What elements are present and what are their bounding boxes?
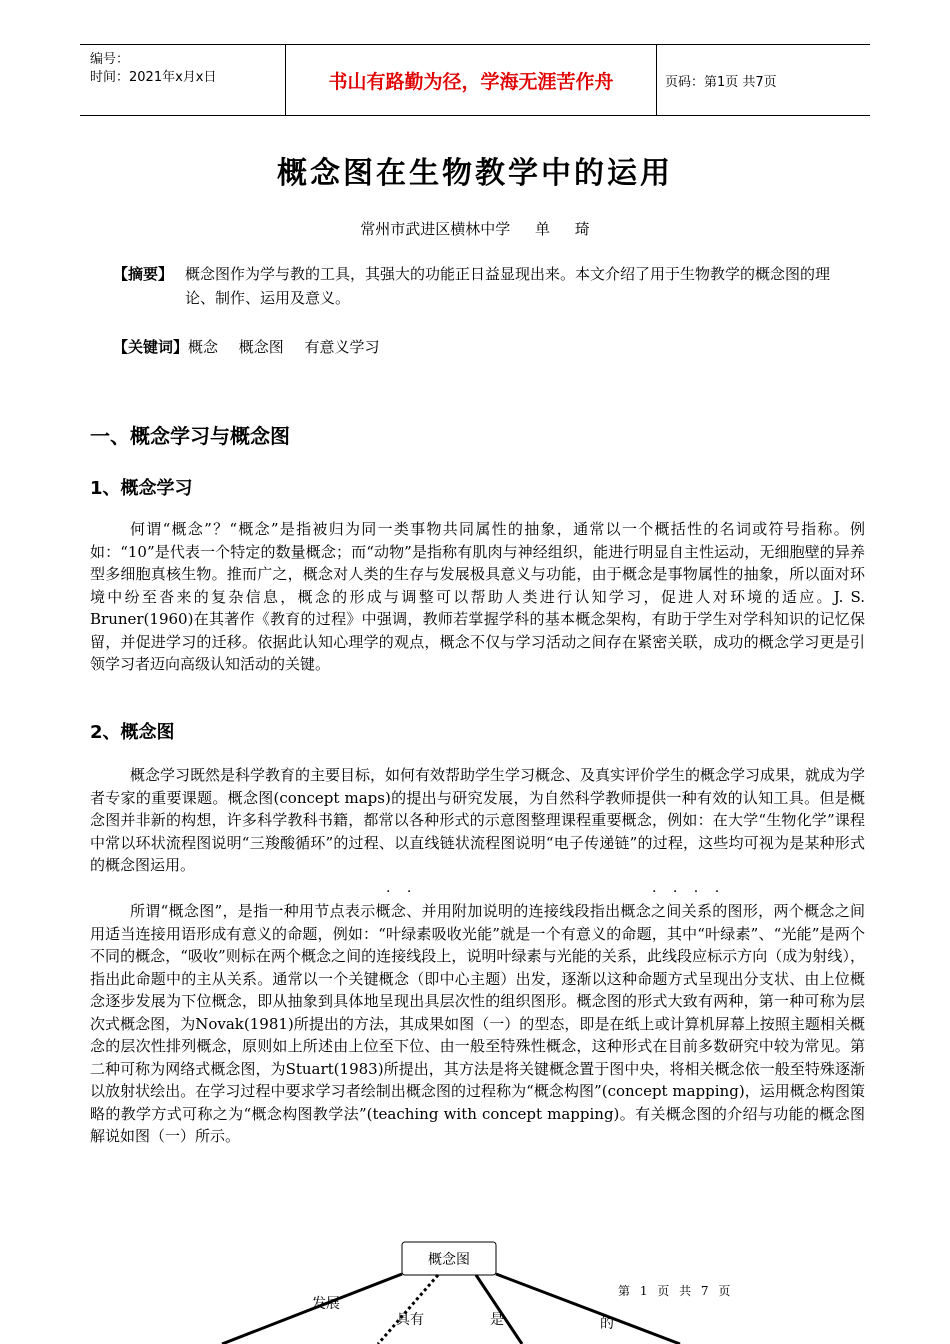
abstract-label: 【摘要】 (113, 265, 174, 283)
diagram-label-develop: 发展 (312, 1296, 340, 1312)
page-header (80, 44, 870, 116)
paragraph-concept-map-2: 所谓“概念图”，是指一种用节点表示概念、并用附加说明的连接线段指出概念之间关系的图形，两个概念之间用适当连接用语形成有意义的命题，例如：“叶绿素吸收光能”就是一个有意义的命题，其中“叶绿素”、“光能”是两个不同的概念，“吸收”则标在两个概念之间的连接线段上，说明叶绿素与光能的关系，此线段应标示方向（成为射线），指出此命题中的主从关系。通常以一个关键概念（即中心主题）出发，逐渐以这种命题方式呈现出分支状、由上位概念逐步发展为下位概念，即从抽象到具体地呈现出具层次性的组织图形。概念图的形式大致有两种，第一种可称为层次式概念图，为Novak(1981)所提出的方法，其成果如图（一）的型态，即是在纸上或计算机屏幕上按照主题相关概念的层次性排列概念，原则如上所述由上位至下位、由一般至特殊性概念，这种形式在目前多数研究中较为常见。第二种可称为网络式概念图，为Stuart(1983)所提出，其方法是将关键概念置于图中央，将相关概念依一般至特殊逐渐以放射状绘出。在学习过程中要求学习者绘制出概念图的过程称为“概念构图”(concept mapping)，运用概念构图策略的教学方式可称之为“概念构图教学法”(teaching with concept mapping)。有关概念图的介绍与功能的概念图解说如图（一）所示。 (90, 902, 865, 1145)
author-line: 常州市武进区横林中学 单 琦 (360, 220, 590, 238)
abstract-text: 概念图作为学与教的工具，其强大的功能正日益显现出来。本文介绍了用于生物教学的概念图的理论、制作、运用及意义。 (185, 265, 831, 307)
diagram-label-have: 具有 (396, 1312, 424, 1328)
diagram-branch-is (476, 1275, 522, 1344)
concept-map-diagram (0, 1230, 950, 1344)
diagram-label-of: 的 (600, 1316, 614, 1332)
paragraph-concept-map-1: 概念学习既然是科学教育的主要目标，如何有效帮助学生学习概念、及真实评价学生的概念学习成果，就成为学者专家的重要课题。概念图(concept maps)的提出与研究发展，为自然科学教师提供一种有效的认知工具。但是概念图并非新的构想，许多科学教科书籍，都常以各种形式的示意图整理课程重要概念，例如：在大学“生物化学”课程中常以环状流程图说明“三羧酸循环”的过程、以直线链状流程图说明“电子传递链”的过程，这些均可视为是某种形式的概念图运用。 (90, 766, 866, 874)
header-page-info: 页码：第1页 共7页 (665, 74, 777, 90)
paragraph-concept-learning: 何谓“概念”？“概念”是指被归为同一类事物共同属性的抽象，通常以一个概括性的名词或符号指称。例如：“10”是代表一个特定的数量概念；而“动物”是指称有肌肉与神经组织，能进行明显自主性运动，无细胞壁的异养型多细胞真核生物。推而广之，概念对人类的生存与发展极具意义与功能，由于概念是事物属性的抽象，所以面对环境中纷至沓来的复杂信息，概念的形成与调整可以帮助人类进行认知学习，促进人对环境的适应。J. S. Bruner(1960)在其著作《教育的过程》中强调，教师若掌握学科的基本概念架构，有助于学生对学科知识的记忆保留，并促进学习的迁移。依据此认知心理学的观点，概念不仅与学习活动之间存在紧密关联，成功的概念学习更是引领学习者迈向高级认知活动的关键。 (90, 520, 865, 673)
keywords-label: 【关键词】 (113, 338, 189, 356)
header-meta (90, 51, 216, 87)
section-heading: 一、概念学习与概念图 (90, 424, 290, 448)
page-footer: 第 1 页 共 7 页 (618, 1284, 731, 1298)
abstract (113, 262, 858, 307)
diagram-label-is: 是 (490, 1312, 504, 1328)
keywords-text: 概念 概念图 有意义学习 (188, 338, 380, 356)
document-title: 概念图在生物教学中的运用 (277, 156, 673, 191)
header-number-label: 编号： (90, 52, 130, 67)
diagram-branch-have (378, 1275, 438, 1344)
diagram-root-label: 概念图 (428, 1252, 470, 1268)
header-motto: 书山有路勤为径，学海无涯苦作舟 (285, 45, 657, 115)
emphasis-dots: . . (386, 880, 418, 896)
subsection-heading-1: 1、概念学习 (90, 478, 193, 499)
keywords (113, 335, 858, 359)
emphasis-dots: . . . . (652, 880, 726, 896)
subsection-heading-2: 2、概念图 (90, 722, 175, 743)
header-time-label: 时间：2021年x月x日 (90, 70, 217, 85)
